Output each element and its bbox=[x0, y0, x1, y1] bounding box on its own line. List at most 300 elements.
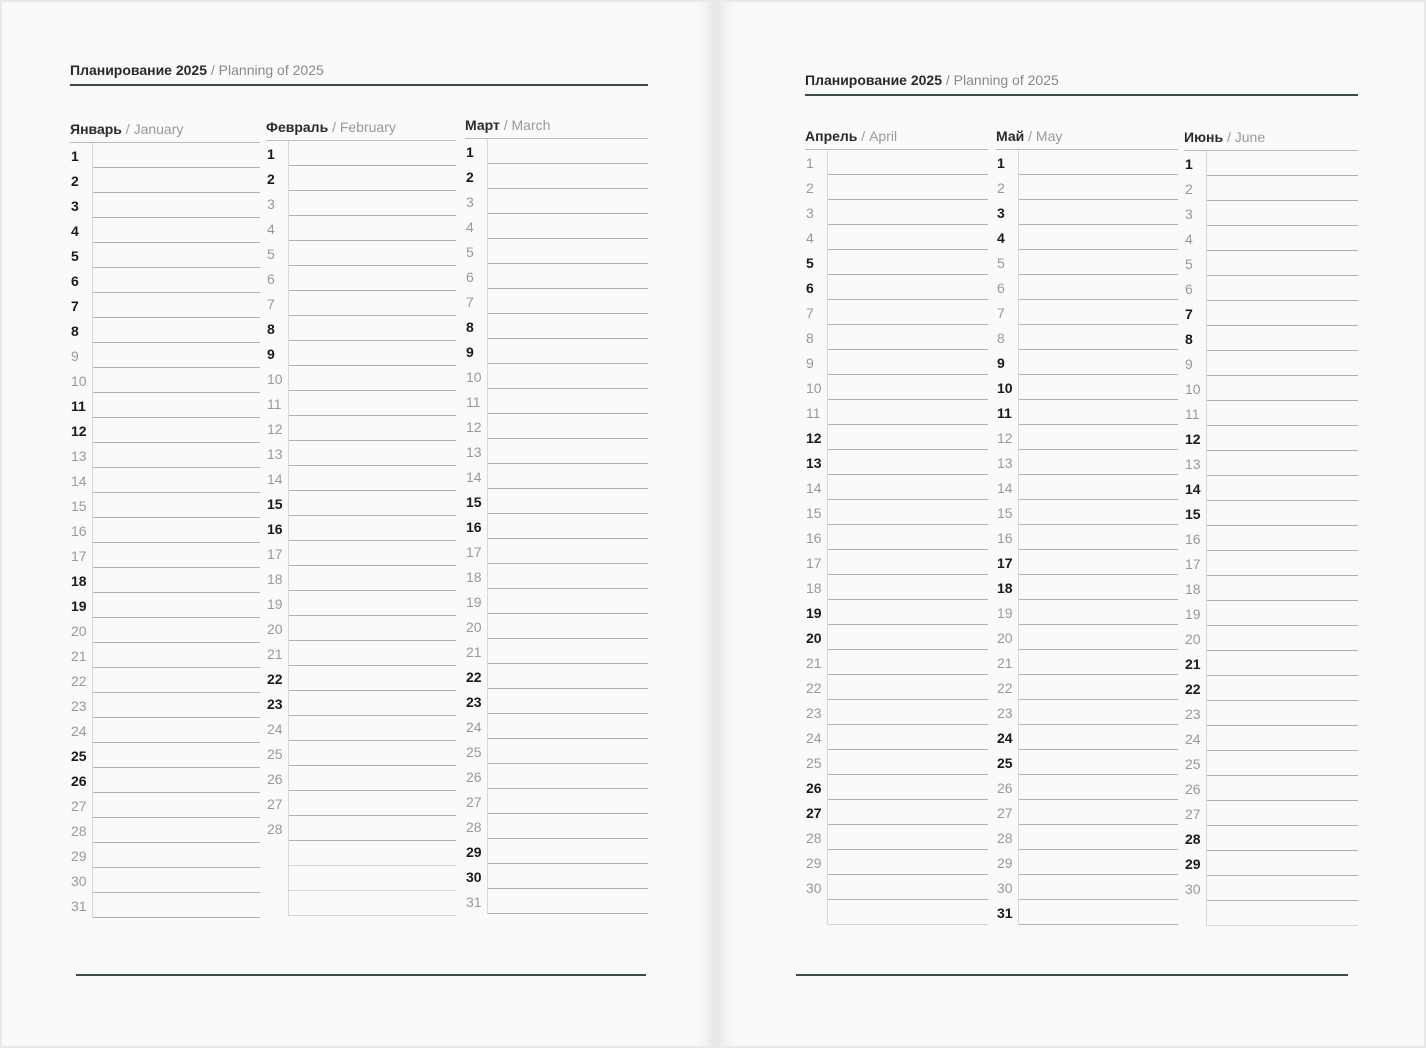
day-number: 12 bbox=[997, 430, 1013, 446]
day-number: 24 bbox=[1185, 731, 1201, 747]
day-row bbox=[806, 500, 988, 525]
day-number: 3 bbox=[997, 205, 1005, 221]
day-number: 20 bbox=[267, 621, 283, 637]
day-row bbox=[997, 525, 1178, 550]
day-number: 9 bbox=[466, 344, 474, 360]
day-row bbox=[1185, 151, 1358, 176]
day-number: 25 bbox=[806, 755, 822, 771]
day-row bbox=[267, 491, 456, 516]
day-row bbox=[267, 816, 456, 841]
day-number: 27 bbox=[806, 805, 822, 821]
month-name-ru: Май bbox=[996, 128, 1025, 144]
day-row bbox=[71, 543, 260, 568]
day-number: 1 bbox=[466, 144, 474, 160]
day-row bbox=[806, 300, 988, 325]
day-number: 6 bbox=[267, 271, 275, 287]
day-number: 5 bbox=[267, 246, 275, 262]
day-row bbox=[71, 668, 260, 693]
day-number: 26 bbox=[71, 773, 87, 789]
header-separator: / bbox=[210, 62, 215, 78]
day-number: 9 bbox=[71, 348, 79, 364]
day-number: 15 bbox=[71, 498, 87, 514]
day-number: 26 bbox=[466, 769, 482, 785]
day-number: 22 bbox=[466, 669, 482, 685]
day-number: 28 bbox=[1185, 831, 1201, 847]
day-row bbox=[1185, 376, 1358, 401]
month-separator: / bbox=[861, 128, 866, 144]
day-number: 1 bbox=[997, 155, 1005, 171]
day-row bbox=[1185, 476, 1358, 501]
day-number: 12 bbox=[466, 419, 482, 435]
day-number: 6 bbox=[466, 269, 474, 285]
left-page-header bbox=[70, 62, 648, 86]
day-number: 7 bbox=[1185, 306, 1193, 322]
day-rows bbox=[466, 139, 648, 914]
day-number: 9 bbox=[1185, 356, 1193, 372]
day-row bbox=[997, 875, 1178, 900]
day-number: 28 bbox=[997, 830, 1013, 846]
day-row bbox=[806, 650, 988, 675]
day-row bbox=[828, 900, 988, 925]
day-row bbox=[466, 564, 648, 589]
day-row bbox=[806, 150, 988, 175]
day-row bbox=[267, 341, 456, 366]
day-number: 11 bbox=[71, 398, 86, 414]
day-number: 15 bbox=[1185, 506, 1201, 522]
day-number: 23 bbox=[71, 698, 87, 714]
day-row bbox=[71, 743, 260, 768]
day-row bbox=[997, 400, 1178, 425]
day-row bbox=[466, 789, 648, 814]
day-row bbox=[997, 825, 1178, 850]
day-number: 10 bbox=[1185, 381, 1201, 397]
day-number: 9 bbox=[806, 355, 814, 371]
day-row bbox=[71, 868, 260, 893]
day-number: 4 bbox=[71, 223, 79, 239]
day-number: 31 bbox=[997, 905, 1013, 921]
day-row bbox=[466, 314, 648, 339]
day-row bbox=[806, 675, 988, 700]
day-row bbox=[997, 750, 1178, 775]
day-row bbox=[267, 466, 456, 491]
day-row bbox=[1185, 876, 1358, 901]
day-row bbox=[997, 550, 1178, 575]
day-row bbox=[806, 275, 988, 300]
day-number: 5 bbox=[997, 255, 1005, 271]
month-title bbox=[465, 116, 648, 139]
day-number: 27 bbox=[997, 805, 1013, 821]
day-number: 12 bbox=[71, 423, 87, 439]
day-row bbox=[71, 568, 260, 593]
day-row bbox=[1185, 526, 1358, 551]
day-row bbox=[806, 700, 988, 725]
day-row bbox=[806, 775, 988, 800]
day-row bbox=[997, 425, 1178, 450]
day-number: 13 bbox=[466, 444, 482, 460]
day-number: 14 bbox=[71, 473, 87, 489]
day-number: 2 bbox=[466, 169, 474, 185]
day-row bbox=[71, 143, 260, 168]
day-number: 5 bbox=[71, 248, 79, 264]
day-number: 6 bbox=[997, 280, 1005, 296]
day-row bbox=[466, 514, 648, 539]
day-number: 29 bbox=[466, 844, 482, 860]
day-number: 17 bbox=[466, 544, 482, 560]
day-row bbox=[267, 591, 456, 616]
day-number: 13 bbox=[267, 446, 283, 462]
day-row bbox=[1185, 601, 1358, 626]
day-row bbox=[1185, 426, 1358, 451]
day-number: 24 bbox=[71, 723, 87, 739]
header-title-en: Planning of 2025 bbox=[218, 62, 324, 78]
day-row bbox=[71, 168, 260, 193]
day-number: 26 bbox=[997, 780, 1013, 796]
day-row bbox=[71, 893, 260, 918]
day-number: 20 bbox=[71, 623, 87, 639]
month-name-en: April bbox=[869, 128, 898, 144]
day-row bbox=[71, 818, 260, 843]
month-name-ru: Апрель bbox=[805, 128, 858, 144]
day-number: 7 bbox=[997, 305, 1005, 321]
month-title bbox=[266, 118, 456, 141]
day-row bbox=[1185, 801, 1358, 826]
day-row bbox=[1185, 676, 1358, 701]
day-row bbox=[267, 391, 456, 416]
day-number: 14 bbox=[997, 480, 1013, 496]
day-row bbox=[997, 325, 1178, 350]
day-row bbox=[466, 439, 648, 464]
day-row bbox=[466, 389, 648, 414]
day-number: 19 bbox=[267, 596, 283, 612]
day-row bbox=[806, 325, 988, 350]
day-number: 20 bbox=[997, 630, 1013, 646]
month-separator: / bbox=[1226, 129, 1231, 145]
day-number: 21 bbox=[71, 648, 87, 664]
day-rows bbox=[71, 143, 260, 918]
day-row bbox=[997, 175, 1178, 200]
day-number: 8 bbox=[806, 330, 814, 346]
day-row bbox=[806, 800, 988, 825]
day-number: 21 bbox=[806, 655, 822, 671]
month-separator: / bbox=[332, 119, 336, 135]
day-number: 25 bbox=[71, 748, 87, 764]
day-number: 22 bbox=[71, 673, 87, 689]
day-row bbox=[267, 716, 456, 741]
month-name-en: January bbox=[133, 121, 184, 137]
day-number: 16 bbox=[466, 519, 482, 535]
day-row bbox=[466, 764, 648, 789]
day-number: 1 bbox=[1185, 156, 1193, 172]
day-row bbox=[997, 675, 1178, 700]
day-number: 5 bbox=[466, 244, 474, 260]
day-number: 13 bbox=[71, 448, 87, 464]
day-row bbox=[997, 725, 1178, 750]
day-number: 24 bbox=[806, 730, 822, 746]
day-row bbox=[466, 214, 648, 239]
day-row bbox=[997, 475, 1178, 500]
day-number: 13 bbox=[997, 455, 1013, 471]
month-february bbox=[266, 118, 456, 916]
day-row bbox=[1185, 851, 1358, 876]
day-row bbox=[997, 775, 1178, 800]
day-number: 10 bbox=[806, 380, 822, 396]
day-number: 31 bbox=[71, 898, 87, 914]
day-row bbox=[806, 600, 988, 625]
day-row bbox=[267, 316, 456, 341]
footer-rule bbox=[76, 974, 646, 976]
day-number: 6 bbox=[71, 273, 79, 289]
day-number: 21 bbox=[466, 644, 482, 660]
month-separator: / bbox=[1028, 128, 1033, 144]
day-row bbox=[466, 589, 648, 614]
day-row bbox=[466, 864, 648, 889]
day-row bbox=[267, 616, 456, 641]
day-number: 19 bbox=[806, 605, 822, 621]
day-row bbox=[71, 293, 260, 318]
day-row bbox=[1207, 901, 1358, 926]
header-title-ru: Планирование 2025 bbox=[805, 72, 942, 88]
day-number: 16 bbox=[71, 523, 87, 539]
day-row bbox=[1185, 701, 1358, 726]
day-row bbox=[806, 375, 988, 400]
day-number: 3 bbox=[1185, 206, 1193, 222]
day-number: 19 bbox=[1185, 606, 1201, 622]
day-number: 2 bbox=[267, 171, 275, 187]
day-number: 28 bbox=[267, 821, 283, 837]
day-number: 13 bbox=[806, 455, 822, 471]
day-row bbox=[71, 718, 260, 743]
day-number: 6 bbox=[1185, 281, 1193, 297]
day-row bbox=[997, 600, 1178, 625]
day-number: 16 bbox=[997, 530, 1013, 546]
day-number: 18 bbox=[997, 580, 1013, 596]
day-row bbox=[466, 339, 648, 364]
day-row bbox=[71, 843, 260, 868]
day-number: 1 bbox=[71, 148, 79, 164]
day-number: 24 bbox=[997, 730, 1013, 746]
day-row bbox=[466, 189, 648, 214]
day-number: 12 bbox=[1185, 431, 1201, 447]
day-number: 3 bbox=[267, 196, 275, 212]
day-row bbox=[466, 689, 648, 714]
day-number: 30 bbox=[997, 880, 1013, 896]
day-number: 14 bbox=[267, 471, 283, 487]
day-row bbox=[466, 839, 648, 864]
day-row bbox=[466, 164, 648, 189]
day-row bbox=[466, 239, 648, 264]
day-row bbox=[267, 191, 456, 216]
day-number: 17 bbox=[806, 555, 822, 571]
day-row bbox=[466, 464, 648, 489]
day-row bbox=[997, 200, 1178, 225]
day-number: 4 bbox=[1185, 231, 1193, 247]
day-number: 15 bbox=[466, 494, 482, 510]
day-row bbox=[71, 468, 260, 493]
day-row bbox=[997, 275, 1178, 300]
day-rows bbox=[267, 141, 456, 916]
day-number: 9 bbox=[997, 355, 1005, 371]
day-number: 30 bbox=[466, 869, 482, 885]
day-number: 19 bbox=[997, 605, 1013, 621]
day-row bbox=[466, 889, 648, 914]
day-number: 5 bbox=[1185, 256, 1193, 272]
day-row bbox=[267, 516, 456, 541]
day-row bbox=[806, 625, 988, 650]
month-january bbox=[70, 120, 260, 918]
day-row bbox=[71, 518, 260, 543]
day-number: 26 bbox=[806, 780, 822, 796]
day-row bbox=[1185, 551, 1358, 576]
day-row bbox=[267, 741, 456, 766]
day-number: 22 bbox=[267, 671, 283, 687]
right-page-header bbox=[805, 72, 1358, 96]
month-june bbox=[1184, 128, 1358, 926]
day-row bbox=[267, 216, 456, 241]
day-number: 17 bbox=[71, 548, 87, 564]
day-number: 7 bbox=[71, 298, 79, 314]
day-row bbox=[1185, 326, 1358, 351]
day-number: 21 bbox=[1185, 656, 1201, 672]
day-row bbox=[466, 539, 648, 564]
day-row bbox=[806, 200, 988, 225]
day-row bbox=[1185, 401, 1358, 426]
day-row bbox=[997, 800, 1178, 825]
day-row bbox=[1185, 576, 1358, 601]
day-number: 19 bbox=[71, 598, 87, 614]
day-number: 14 bbox=[806, 480, 822, 496]
day-row bbox=[267, 691, 456, 716]
day-row bbox=[1185, 301, 1358, 326]
day-row bbox=[466, 289, 648, 314]
day-number: 17 bbox=[267, 546, 283, 562]
day-row bbox=[267, 641, 456, 666]
day-row bbox=[806, 425, 988, 450]
day-number: 26 bbox=[267, 771, 283, 787]
day-row bbox=[806, 725, 988, 750]
day-number: 25 bbox=[1185, 756, 1201, 772]
day-number: 11 bbox=[466, 394, 481, 410]
day-number: 29 bbox=[1185, 856, 1201, 872]
day-number: 12 bbox=[806, 430, 822, 446]
day-row bbox=[1185, 251, 1358, 276]
header-separator: / bbox=[945, 72, 950, 88]
header-title-en: Planning of 2025 bbox=[953, 72, 1059, 88]
month-name-ru: Июнь bbox=[1184, 129, 1224, 145]
day-number: 22 bbox=[806, 680, 822, 696]
day-number: 14 bbox=[466, 469, 482, 485]
month-name-ru: Март bbox=[465, 117, 500, 133]
day-number: 26 bbox=[1185, 781, 1201, 797]
day-row bbox=[1185, 226, 1358, 251]
day-row bbox=[1185, 501, 1358, 526]
day-number: 20 bbox=[1185, 631, 1201, 647]
day-number: 25 bbox=[267, 746, 283, 762]
day-number: 10 bbox=[997, 380, 1013, 396]
day-row bbox=[267, 766, 456, 791]
day-row bbox=[267, 441, 456, 466]
day-row bbox=[71, 768, 260, 793]
day-number: 17 bbox=[1185, 556, 1201, 572]
day-row bbox=[71, 368, 260, 393]
day-rows bbox=[997, 150, 1178, 925]
day-row bbox=[71, 643, 260, 668]
month-separator: / bbox=[125, 121, 130, 137]
day-row bbox=[71, 393, 260, 418]
day-row bbox=[466, 364, 648, 389]
day-row bbox=[466, 714, 648, 739]
day-number: 11 bbox=[267, 396, 282, 412]
day-row bbox=[806, 475, 988, 500]
day-number: 18 bbox=[267, 571, 283, 587]
day-row bbox=[1185, 201, 1358, 226]
month-name-en: June bbox=[1234, 129, 1266, 145]
day-number: 8 bbox=[466, 319, 474, 335]
day-row bbox=[806, 575, 988, 600]
day-row bbox=[466, 664, 648, 689]
day-row bbox=[466, 614, 648, 639]
header-title-ru: Планирование 2025 bbox=[70, 62, 207, 78]
day-row bbox=[1185, 826, 1358, 851]
day-number: 20 bbox=[466, 619, 482, 635]
day-number: 4 bbox=[466, 219, 474, 235]
day-number: 15 bbox=[267, 496, 283, 512]
day-row bbox=[806, 875, 988, 900]
day-number: 13 bbox=[1185, 456, 1201, 472]
day-row bbox=[1185, 651, 1358, 676]
day-number: 27 bbox=[1185, 806, 1201, 822]
day-row bbox=[806, 225, 988, 250]
day-number: 14 bbox=[1185, 481, 1201, 497]
day-number: 7 bbox=[267, 296, 275, 312]
day-number: 29 bbox=[806, 855, 822, 871]
day-row bbox=[1185, 776, 1358, 801]
day-number: 17 bbox=[997, 555, 1013, 571]
day-number: 16 bbox=[806, 530, 822, 546]
day-number: 30 bbox=[806, 880, 822, 896]
day-row bbox=[997, 700, 1178, 725]
day-row bbox=[267, 166, 456, 191]
day-row bbox=[806, 400, 988, 425]
day-number: 28 bbox=[71, 823, 87, 839]
day-number: 23 bbox=[267, 696, 283, 712]
day-number: 10 bbox=[466, 369, 482, 385]
day-number: 28 bbox=[806, 830, 822, 846]
day-row bbox=[1185, 626, 1358, 651]
day-number: 27 bbox=[71, 798, 87, 814]
day-number: 18 bbox=[71, 573, 87, 589]
day-row bbox=[267, 791, 456, 816]
day-row bbox=[806, 250, 988, 275]
day-row bbox=[71, 318, 260, 343]
day-row bbox=[71, 493, 260, 518]
day-row bbox=[71, 593, 260, 618]
day-row bbox=[71, 693, 260, 718]
day-rows bbox=[806, 150, 988, 925]
day-row bbox=[466, 264, 648, 289]
day-number: 8 bbox=[1185, 331, 1193, 347]
day-number: 7 bbox=[806, 305, 814, 321]
day-number: 31 bbox=[466, 894, 482, 910]
day-row bbox=[997, 375, 1178, 400]
day-row bbox=[267, 366, 456, 391]
day-number: 2 bbox=[1185, 181, 1193, 197]
day-number: 25 bbox=[997, 755, 1013, 771]
day-row bbox=[466, 139, 648, 164]
month-march bbox=[465, 116, 648, 914]
day-row bbox=[997, 900, 1178, 925]
day-row bbox=[267, 291, 456, 316]
day-number: 5 bbox=[806, 255, 814, 271]
